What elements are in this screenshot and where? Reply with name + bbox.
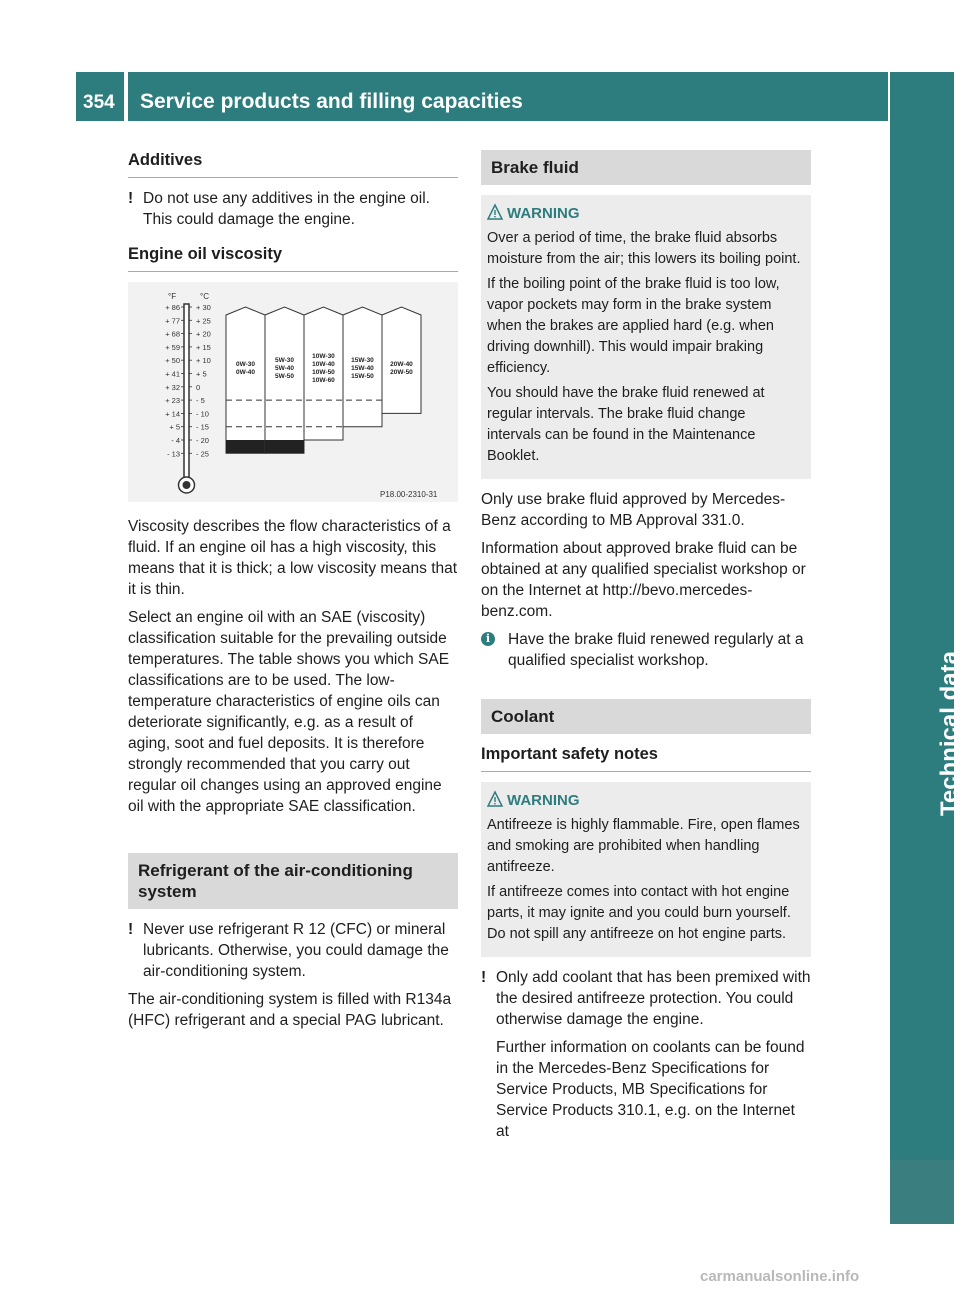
coolant-warning (481, 782, 811, 957)
f-tick: - 13 (167, 449, 180, 459)
brake-warn-p2: If the boiling point of the brake fluid is too low, vapor pockets may form in the brake system when the brakes are applied hard (e.g. when driving downhill). This would impair braking efficiency. (487, 276, 780, 376)
c-tick: - 25 (196, 449, 209, 459)
chart-ref: P18.00-2310-31 (380, 490, 438, 499)
f-tick: + 23 (165, 396, 180, 406)
grade-label: 15W-40 (351, 365, 374, 373)
side-tab-block (890, 1160, 954, 1224)
page-number: 354 (76, 72, 124, 121)
coolant-subheading: Important safety notes (481, 744, 811, 772)
right-column (481, 150, 811, 1149)
f-tick: + 32 (165, 382, 180, 392)
grade-label: 20W-50 (390, 369, 413, 377)
thermometer-tube (184, 304, 189, 482)
grade-label: 10W-40 (312, 361, 335, 369)
grade-label: 10W-30 (312, 353, 335, 361)
brake-heading: Brake fluid (481, 150, 811, 185)
c-tick: + 15 (196, 342, 211, 352)
f-tick: + 5 (169, 422, 180, 432)
grade-label: 5W-40 (274, 365, 295, 373)
refrigerant-note (128, 919, 458, 982)
warning-icon (487, 204, 503, 220)
grade-label: 0W-30 (235, 361, 256, 369)
f-tick: + 86 (165, 303, 180, 312)
caution-icon: ! (128, 190, 134, 207)
coolant-note-text: Only add coolant that has been premixed with the desired antifreeze protection. You could otherwise damage the engine. (496, 969, 811, 1028)
grade-label: 15W-30 (351, 357, 374, 365)
f-tick: + 77 (165, 316, 180, 326)
additives-note-text: Do not use any additives in the engine oil. This could damage the engine. (143, 190, 430, 228)
brake-warn-p3: You should have the brake fluid renewed at regular intervals. The brake fluid change intervals can be found in the Maintenance Booklet. (487, 385, 765, 464)
grade-label: 10W-60 (312, 377, 335, 385)
c-tick: 0 (196, 382, 201, 392)
grade-label: 15W-50 (351, 373, 374, 381)
coolant-warning-head (487, 790, 803, 811)
c-tick: - 10 (196, 409, 209, 419)
thermometer-bulb-fill (183, 481, 191, 489)
side-tab-text: Technical data (936, 651, 963, 816)
additives-note (128, 188, 458, 230)
c-tick: - 20 (196, 436, 209, 445)
refrigerant-note-text: Never use refrigerant R 12 (CFC) or mineral lubricants. Otherwise, you could damage the air-conditioning system. (143, 921, 449, 980)
c-tick: - 15 (196, 422, 209, 432)
brake-warn-p1: Over a period of time, the brake fluid absorbs moisture from the air; this lowers its boiling point. (487, 230, 801, 267)
page-title: Service products and filling capacities (128, 72, 888, 121)
additives-heading: Additives (128, 150, 458, 178)
grade-bar-low (265, 440, 304, 453)
grade-label: 5W-30 (274, 357, 295, 365)
coolant-warn-p1: Antifreeze is highly flammable. Fire, open flames and smoking are prohibited when handling antifreeze. (487, 817, 800, 875)
c-tick: + 20 (196, 329, 211, 339)
brake-warning (481, 195, 811, 479)
coolant-note (481, 967, 811, 1030)
c-tick: + 25 (196, 316, 211, 326)
c-tick: + 30 (196, 303, 211, 312)
f-tick: + 41 (165, 369, 180, 379)
coolant-warn-p2: If antifreeze comes into contact with hot engine parts, it may ignite and you could burn yourself. Do not spill any antifreeze on hot engine parts. (487, 884, 791, 942)
f-tick: + 59 (165, 342, 180, 352)
brake-warning-head (487, 203, 803, 224)
refrigerant-p: The air-conditioning system is filled with R134a (HFC) refrigerant and a special PAG lubricant. (128, 991, 452, 1029)
watermark: carmanualsonline.info (700, 1268, 860, 1285)
c-tick: + 10 (196, 356, 211, 366)
grade-bar-low (226, 440, 265, 453)
grade-label: 0W-40 (235, 369, 256, 377)
warning-icon (487, 791, 503, 807)
f-tick: - 4 (171, 436, 180, 445)
grade-bar (382, 307, 421, 413)
warning-label: WARNING (507, 205, 580, 222)
brake-info-text: Have the brake fluid renewed regularly at a qualified specialist workshop. (508, 631, 804, 669)
left-column (128, 150, 458, 1038)
c-tick: + 5 (196, 369, 207, 379)
grade-label: 10W-50 (312, 369, 335, 377)
refrigerant-heading: Refrigerant of the air-conditioning system (128, 853, 458, 909)
f-tick: + 14 (165, 409, 180, 419)
c-tick: - 5 (196, 396, 205, 406)
coolant-note-p2: Further information on coolants can be found in the Mercedes-Benz Specifications for Service Products, MB Specifications for Service Products 310.1, e.g. on the Internet at (496, 1039, 805, 1140)
caution-icon: ! (128, 921, 134, 938)
viscosity-p2: Select an engine oil with an SAE (viscosity) classification suitable for the prevailing outside temperatures. The table shows you which SAE classifications are to be used. The low-temperature characteristics of engine oils can deteriorate significantly, e.g. as a result of aging, soot and fuel deposits. It is therefore strongly recommended that you carry out regular oil changes using an approved engine oil with the appropriate SAE classification. (128, 609, 450, 815)
warning-label: WARNING (507, 792, 580, 809)
viscosity-heading: Engine oil viscosity (128, 244, 458, 272)
celsius-label: °C (200, 292, 209, 301)
f-tick: + 50 (165, 356, 180, 366)
brake-p2: Information about approved brake fluid can be obtained at any qualified specialist workshop or on the Internet at http://bevo.mercedes-benz.com. (481, 540, 806, 620)
brake-p1: Only use brake fluid approved by Mercedes-Benz according to MB Approval 331.0. (481, 491, 786, 529)
info-icon: i (481, 632, 495, 646)
grade-label: 20W-40 (390, 361, 413, 369)
caution-icon: ! (481, 969, 487, 986)
viscosity-p1: Viscosity describes the flow characteristics of a fluid. If an engine oil has a high viscosity, this means that it is thick; a low viscosity means that it is thin. (128, 518, 458, 598)
grade-bar (226, 307, 265, 453)
grade-label: 5W-50 (274, 373, 295, 381)
fahrenheit-label: °F (168, 292, 177, 301)
f-tick: + 68 (165, 329, 180, 339)
viscosity-chart (128, 282, 458, 502)
coolant-heading: Coolant (481, 699, 811, 734)
brake-info (481, 629, 811, 671)
side-tab-label (898, 520, 963, 820)
